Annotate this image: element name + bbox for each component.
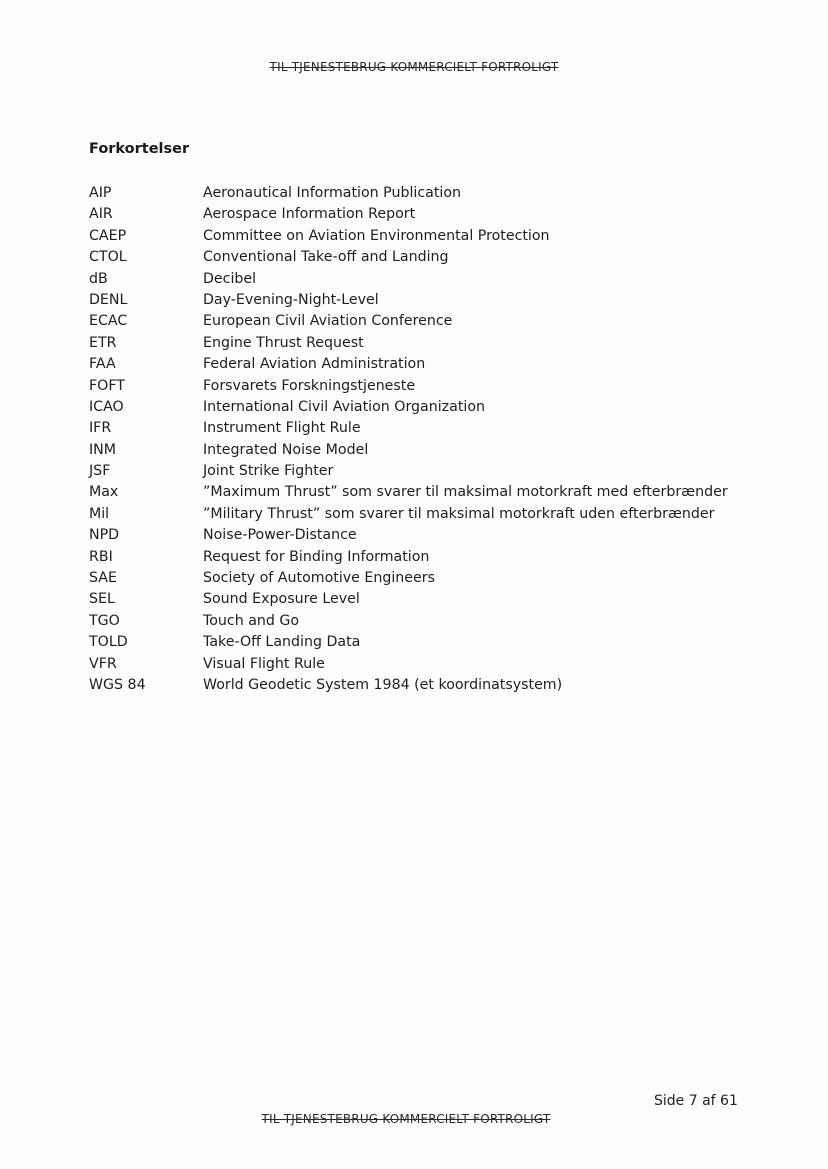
- abbreviation-row: [89, 376, 728, 397]
- abbreviation-description: ”Military Thrust” som svarer til maksimal motorkraft uden efterbrænder: [203, 505, 715, 522]
- header-marking-text: TIL TJENESTEBRUG KOMMERCIELT FORTROLIGT: [269, 60, 559, 74]
- abbreviation-description: Aeronautical Information Publication: [203, 185, 462, 201]
- abbreviation-code: Mil: [89, 505, 110, 522]
- abbreviation-code: DENL: [89, 291, 128, 308]
- abbreviation-code: SAE: [89, 570, 117, 587]
- abbreviation-description: Day-Evening-Night-Level: [203, 291, 379, 308]
- abbreviation-description: Decibel: [203, 270, 257, 287]
- abbreviation-row: [89, 461, 728, 482]
- abbreviation-code: FOFT: [89, 377, 125, 394]
- abbreviation-description: Engine Thrust Request: [203, 334, 364, 351]
- page-number: Side 7 af 61: [654, 1093, 738, 1109]
- abbreviation-description: World Geodetic System 1984 (et koordinatsystem): [203, 676, 563, 693]
- abbreviation-code: dB: [89, 270, 108, 287]
- abbreviation-code: Max: [89, 484, 119, 501]
- abbreviation-description: ”Maximum Thrust” som svarer til maksimal motorkraft med efterbrænder: [203, 484, 728, 501]
- abbreviation-row: [89, 311, 728, 332]
- footer-classification-marking: [0, 1112, 820, 1126]
- abbreviation-row: [89, 589, 728, 610]
- abbreviation-code: CAEP: [89, 227, 127, 244]
- abbreviation-description: Integrated Noise Model: [203, 441, 369, 458]
- abbreviation-row: [89, 547, 728, 568]
- abbreviation-description: Instrument Flight Rule: [203, 420, 361, 437]
- abbreviation-code: CTOL: [89, 249, 127, 266]
- abbreviation-code: JSF: [89, 463, 111, 480]
- abbreviation-code: AIR: [89, 206, 113, 223]
- abbreviation-row: [89, 183, 728, 204]
- abbreviation-row: [89, 654, 728, 675]
- abbreviation-row: [89, 504, 728, 525]
- abbreviation-description: Federal Aviation Administration: [203, 356, 426, 373]
- abbreviation-row: [89, 440, 728, 461]
- abbreviation-description: European Civil Aviation Conference: [203, 313, 453, 330]
- footer-marking-text: TIL TJENESTEBRUG KOMMERCIELT FORTROLIGT: [261, 1112, 551, 1126]
- abbreviation-description: Committee on Aviation Environmental Protection: [203, 227, 550, 244]
- abbreviation-code: IFR: [89, 420, 112, 437]
- abbreviation-description: International Civil Aviation Organization: [203, 398, 485, 415]
- abbreviation-row: [89, 333, 728, 354]
- abbreviation-row: [89, 482, 728, 503]
- abbreviation-code: NPD: [89, 527, 120, 544]
- abbreviation-row: [89, 675, 728, 696]
- abbreviation-row: [89, 290, 728, 311]
- abbreviation-description: Joint Strike Fighter: [203, 463, 334, 480]
- abbreviation-description: Aerospace Information Report: [203, 206, 416, 223]
- abbreviation-code: INM: [89, 441, 117, 458]
- abbreviation-code: SEL: [89, 591, 115, 608]
- abbreviation-code: ETR: [89, 334, 117, 351]
- abbreviation-row: [89, 611, 728, 632]
- abbreviation-row: [89, 204, 728, 225]
- abbreviation-code: TOLD: [89, 634, 128, 651]
- abbreviation-row: [89, 568, 728, 589]
- section-heading: Forkortelser: [89, 141, 190, 157]
- abbreviation-description: Sound Exposure Level: [203, 591, 360, 608]
- abbreviation-row: [89, 397, 728, 418]
- abbreviation-row: [89, 525, 728, 546]
- abbreviation-code: RBI: [89, 548, 113, 565]
- abbreviation-description: Take-Off Landing Data: [203, 634, 361, 651]
- abbreviation-code: VFR: [89, 655, 117, 672]
- abbreviation-description: Visual Flight Rule: [203, 655, 325, 672]
- abbreviation-list: [89, 183, 728, 696]
- abbreviation-description: Forsvarets Forskningstjeneste: [203, 377, 416, 394]
- abbreviation-row: [89, 247, 728, 268]
- abbreviation-code: AIP: [89, 185, 112, 201]
- abbreviation-description: Society of Automotive Engineers: [203, 570, 435, 587]
- abbreviation-code: TGO: [89, 612, 120, 629]
- abbreviation-description: Noise-Power-Distance: [203, 527, 357, 544]
- header-classification-marking: [0, 60, 828, 74]
- abbreviation-code: ICAO: [89, 398, 124, 415]
- abbreviation-description: Request for Binding Information: [203, 548, 430, 565]
- abbreviation-row: [89, 354, 728, 375]
- abbreviation-row: [89, 418, 728, 439]
- abbreviation-row: [89, 632, 728, 653]
- abbreviation-row: [89, 269, 728, 290]
- abbreviation-description: Conventional Take-off and Landing: [203, 249, 449, 266]
- abbreviation-code: ECAC: [89, 313, 128, 330]
- abbreviation-code: WGS 84: [89, 676, 146, 693]
- abbreviation-row: [89, 226, 728, 247]
- abbreviation-code: FAA: [89, 356, 116, 373]
- abbreviation-description: Touch and Go: [203, 612, 300, 629]
